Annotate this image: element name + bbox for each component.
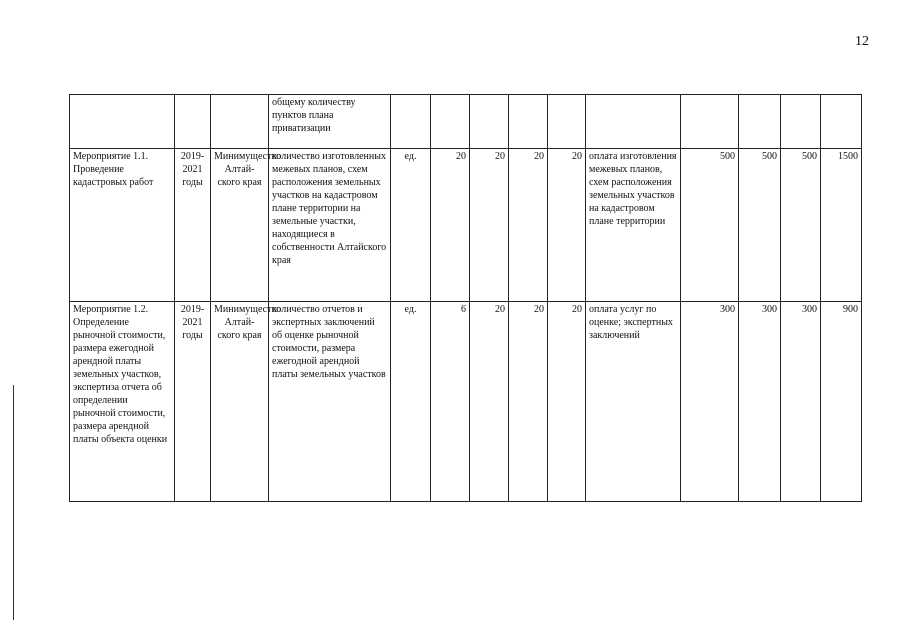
funding-cell: 300 (781, 302, 821, 502)
unit-cell (391, 95, 431, 149)
program-table (69, 94, 862, 502)
indicator-cell: количество изготовленных межевых планов, схем расположения земельных участков на кадастровом плане территории на земельные участки, находящиеся в собственности Алтайского края (269, 149, 391, 302)
value-cell: 20 (470, 302, 509, 502)
event-cell (70, 95, 175, 149)
period-cell: 2019-2021 годы (175, 149, 211, 302)
value-cell: 20 (470, 149, 509, 302)
funding-cell (739, 95, 781, 149)
value-cell: 20 (548, 302, 586, 502)
margin-rule (13, 385, 14, 620)
event-cell: Мероприятие 1.2. Определение рыночной стоимости, размера ежегодной арендной платы земельных участков, экспертиза отчета об определении рыночной стоимости, размера арендной платы объекта оценки (70, 302, 175, 502)
period-cell: 2019-2021 годы (175, 302, 211, 502)
funding-cell: 500 (781, 149, 821, 302)
funding-total-cell (821, 95, 862, 149)
table-row (70, 149, 862, 302)
table-row (70, 302, 862, 502)
funding-cell: 500 (681, 149, 739, 302)
event-cell: Мероприятие 1.1. Проведение кадастровых работ (70, 149, 175, 302)
value-cell (509, 95, 548, 149)
funding-cell: 300 (681, 302, 739, 502)
funding-cell (681, 95, 739, 149)
unit-cell: ед. (391, 149, 431, 302)
expense-cell: оплата услуг по оценке; экспертных заключений (586, 302, 681, 502)
value-cell (548, 95, 586, 149)
funding-cell: 300 (739, 302, 781, 502)
funding-total-cell: 900 (821, 302, 862, 502)
funding-total-cell: 1500 (821, 149, 862, 302)
executor-cell (211, 95, 269, 149)
value-cell: 20 (431, 149, 470, 302)
executor-cell: Минимущество Алтай-ского края (211, 302, 269, 502)
value-cell: 20 (509, 149, 548, 302)
indicator-cell: количество отчетов и экспертных заключений об оценке рыночной стоимости, размера ежегодной арендной платы земельных участков (269, 302, 391, 502)
period-cell (175, 95, 211, 149)
value-cell (470, 95, 509, 149)
expense-cell: оплата изготовления межевых планов, схем расположения земельных участков на кадастровом плане территории (586, 149, 681, 302)
table-row (70, 95, 862, 149)
value-cell: 20 (509, 302, 548, 502)
expense-cell (586, 95, 681, 149)
value-cell (431, 95, 470, 149)
indicator-cell: общему количеству пунктов плана приватизации (269, 95, 391, 149)
page-number: 12 (855, 34, 869, 49)
value-cell: 20 (548, 149, 586, 302)
unit-cell: ед. (391, 302, 431, 502)
executor-cell: Минимущество Алтай-ского края (211, 149, 269, 302)
funding-cell (781, 95, 821, 149)
funding-cell: 500 (739, 149, 781, 302)
value-cell: 6 (431, 302, 470, 502)
